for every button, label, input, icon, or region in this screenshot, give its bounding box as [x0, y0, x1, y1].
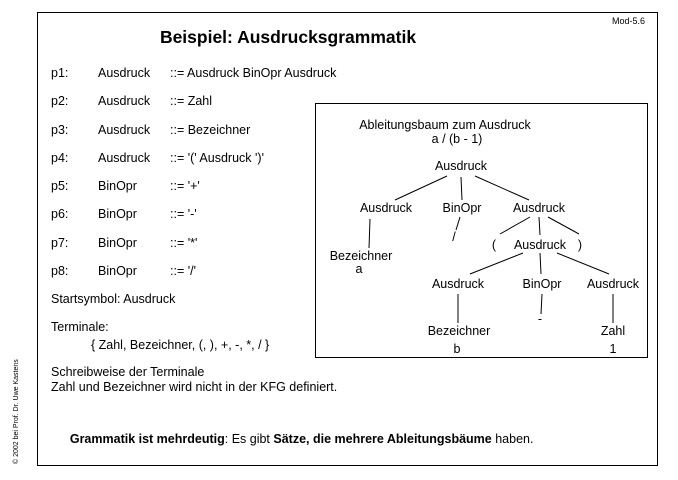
rule-id: p6:	[51, 207, 69, 222]
rule-id: p7:	[51, 235, 69, 250]
tree-edge	[461, 177, 462, 200]
tree-edge	[539, 217, 540, 235]
rule-id: p3:	[51, 122, 69, 137]
tree-title: Ableitungsbaum zum Ausdruck	[359, 118, 531, 132]
ambiguity-bold-lead: Grammatik ist mehrdeutig	[69, 432, 225, 446]
grammar-rule	[51, 208, 336, 236]
tree-leaf-label: Bezeichner	[329, 249, 393, 263]
rule-lhs: Ausdruck	[98, 122, 151, 137]
tree-edge	[369, 219, 370, 248]
slide-frame	[37, 12, 658, 466]
grammar-rule	[51, 237, 336, 265]
ambiguity-normal-mid: : Es gibt	[224, 432, 274, 446]
tree-edge	[500, 217, 530, 234]
rule-lhs: Ausdruck	[98, 150, 151, 165]
terminals-note-line1: Schreibweise der Terminale	[51, 365, 205, 379]
grammar-rule	[51, 180, 336, 208]
rule-id: p8:	[51, 264, 69, 279]
rule-rhs: ::= '+'	[170, 179, 200, 194]
grammar-rule	[51, 265, 336, 293]
ambiguity-bold-phrase: Sätze, die mehrere Ableitungsbäume	[273, 432, 492, 446]
tree-leaf-operator: /	[452, 230, 456, 244]
tree-leaf-paren: )	[577, 238, 583, 252]
derivation-tree-diagram	[316, 104, 647, 357]
tree-node: BinOpr	[522, 277, 562, 291]
rule-rhs: ::= '/'	[170, 264, 196, 279]
tree-node: Ausdruck	[359, 201, 413, 215]
ambiguity-statement	[49, 420, 533, 459]
rule-id: p4:	[51, 150, 69, 165]
rule-lhs: BinOpr	[98, 179, 137, 194]
tree-leaf-paren: (	[491, 238, 497, 252]
tree-leaf-label: Bezeichner	[427, 324, 491, 338]
terminals-note-line2: Zahl und Bezeichner wird nicht in der KFG definiert.	[51, 380, 338, 394]
tree-node: BinOpr	[442, 201, 482, 215]
start-symbol-line: Startsymbol: Ausdruck	[51, 292, 176, 306]
rule-lhs: BinOpr	[98, 235, 137, 250]
rule-rhs: ::= Ausdruck BinOpr Ausdruck	[170, 66, 337, 80]
tree-edge	[548, 217, 579, 234]
tree-leaf-value: 1	[609, 342, 617, 356]
tree-edge	[541, 294, 542, 314]
grammar-rule	[51, 124, 336, 152]
tree-leaf-label: Zahl	[600, 324, 626, 338]
rule-rhs: ::= '-'	[170, 207, 197, 222]
rule-rhs: ::= '(' Ausdruck ')'	[170, 150, 264, 165]
rule-rhs: ::= Bezeichner	[170, 122, 251, 137]
tree-node-root: Ausdruck	[434, 159, 488, 173]
tree-expression: a / (b - 1)	[431, 132, 483, 146]
terminals-set: { Zahl, Bezeichner, (, ), +, -, *, / }	[91, 338, 270, 352]
tree-leaf-operator: -	[537, 312, 543, 326]
rule-lhs: BinOpr	[98, 264, 137, 279]
tree-edge	[395, 176, 447, 200]
rule-id: p1:	[51, 66, 69, 80]
copyright-text: © 2002 bei Prof. Dr. Uwe Kastens	[13, 359, 20, 464]
tree-node: Ausdruck	[586, 277, 640, 291]
tree-node: Ausdruck	[431, 277, 485, 291]
tree-edge	[557, 253, 609, 274]
tree-node: Ausdruck	[512, 201, 566, 215]
tree-edge	[475, 176, 529, 200]
rule-rhs: ::= Zahl	[170, 94, 213, 109]
derivation-tree-panel	[315, 103, 648, 358]
tree-edge	[456, 217, 460, 230]
rule-rhs: ::= '*'	[170, 235, 198, 250]
ambiguity-normal-end: haben.	[491, 432, 534, 446]
slide-id-label: Mod-5.6	[611, 16, 645, 26]
grammar-rule	[51, 152, 336, 180]
rule-id: p2:	[51, 94, 69, 109]
tree-edge	[470, 253, 523, 274]
rule-lhs: Ausdruck	[98, 66, 151, 80]
grammar-rules-list	[51, 67, 336, 293]
tree-leaf-value: b	[453, 342, 461, 356]
rule-lhs: BinOpr	[98, 207, 137, 222]
terminals-label: Terminale:	[51, 320, 109, 334]
tree-edge	[540, 253, 541, 274]
tree-leaf-value: a	[355, 262, 363, 276]
grammar-rule	[51, 67, 336, 95]
tree-node: Ausdruck	[513, 238, 567, 252]
rule-lhs: Ausdruck	[98, 94, 151, 109]
page-title: Beispiel: Ausdrucksgrammatik	[159, 27, 417, 47]
rule-id: p5:	[51, 179, 69, 194]
grammar-rule	[51, 95, 336, 123]
